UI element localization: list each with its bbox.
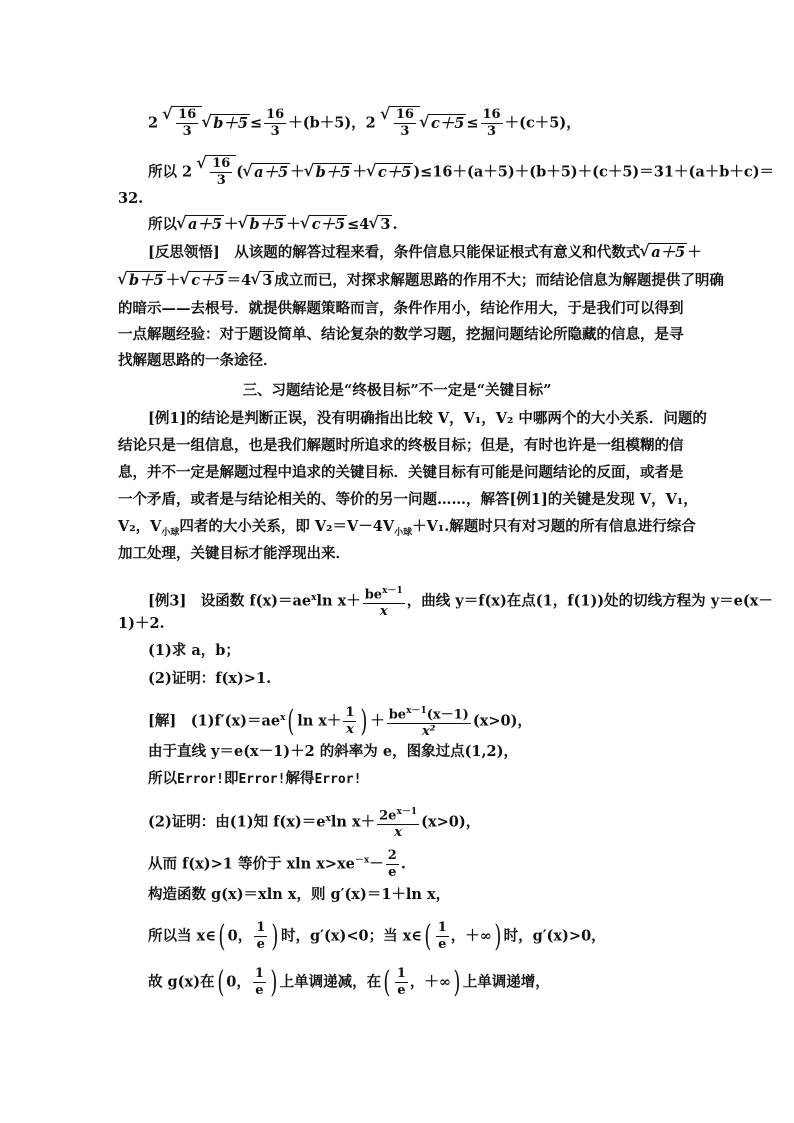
section-heading: 三、习题结论是“终极目标”不一定是“关键目标” xyxy=(242,382,552,399)
text: ＋(b＋5)，2 xyxy=(288,114,376,132)
text: )≤16＋(a＋5)＋(b＋5)＋(c＋5)＝31＋(a＋b＋c)＝ xyxy=(413,163,775,181)
denominator: 3 xyxy=(400,124,410,139)
paragraph-line: 息，并不一定是解题过程中追求的关键目标．关键目标有可能是问题结论的反面，或者是 xyxy=(118,464,684,481)
math-line-4 xyxy=(148,215,398,235)
superscript: x－1 xyxy=(382,586,403,596)
sqrt-expression xyxy=(202,114,250,134)
solution-line: 由于直线 y＝e(x－1)＋2 的斜率为 e，图象过点(1,2)， xyxy=(148,743,519,760)
sqrt-expression xyxy=(163,106,202,140)
paragraph-line: 结论只是一组信息，也是我们解题时所追求的终极目标；但是，有时也许是一组模糊的信 xyxy=(118,437,684,454)
radicand: b＋5 xyxy=(129,272,164,289)
subscript: 小球 xyxy=(161,527,180,538)
text: ，曲线 y＝f(x)在点(1，f(1))处的切线方程为 y＝e(x－ xyxy=(406,592,773,610)
error-text: Error! xyxy=(238,772,286,787)
sqrt-expression xyxy=(180,271,226,291)
text: ，＋∞ xyxy=(450,927,492,945)
text: ＝4 xyxy=(226,272,252,289)
denominator: x² xyxy=(422,724,436,740)
solution-line: [解] $(1)f'(x)=ae^x$( ln x＋ $\frac{1}{x}$ ) ＋ $\frac{be^{x-1}(x-1)}{\text{x²}}$ (x>0)， xyxy=(148,703,532,740)
solution-line: 构造函数 g(x)＝xln x，则 g′(x)＝1＋ln x， xyxy=(148,886,451,903)
text: 从而 f(x)>1 等价于 xln x>xe xyxy=(148,855,355,873)
numerator: 2e xyxy=(379,808,397,824)
numerator: √ 16 xyxy=(178,107,197,122)
paragraph-line xyxy=(148,243,702,263)
solution-line: 所以当 x∈( 0， $\frac{1}{e}$ ) 时，g′(x)<0；当 x∈( $\frac{1}{e}$ ，＋∞) 时，g′(x)>0， xyxy=(148,918,606,954)
denominator: e xyxy=(256,937,265,952)
text: (2)证明：由(1)知 f(x)＝e xyxy=(148,813,326,831)
radicand: a＋5 xyxy=(254,163,289,181)
text: ≤4 xyxy=(347,216,370,233)
superscript: －x xyxy=(354,855,370,866)
numerator: 1 xyxy=(345,705,355,721)
text: V₂，V xyxy=(118,518,162,535)
radicand: c＋5 xyxy=(377,163,412,181)
sqrt-expression xyxy=(381,106,420,140)
text: 上单调递减，在 xyxy=(279,973,382,991)
text: [反思领悟] 从该题的解答过程来看，条件信息只能保证根式有意义和代数式 xyxy=(148,244,641,261)
text: ＋ xyxy=(223,216,239,233)
denominator: x xyxy=(379,604,388,620)
text: ＋V₁.解题时只有对习题的所有信息进行综合 xyxy=(412,518,696,535)
sqrt-expression xyxy=(238,215,286,235)
question-part: (1)求 a，b； xyxy=(148,642,240,659)
numerator: 1 xyxy=(256,920,266,935)
sqrt-expression xyxy=(177,215,224,235)
text: 解得 xyxy=(285,770,315,787)
sqrt-expression xyxy=(301,215,347,235)
superscript: x－1 xyxy=(396,807,418,817)
numerator: 2 xyxy=(387,848,397,863)
text: ＋ xyxy=(370,712,385,730)
text: . xyxy=(392,216,398,233)
paragraph-line: 的暗示——去根号．就提供解题策略而言，条件作用小，结论作用大，于是我们可以得到 xyxy=(118,300,684,317)
numerator: (x－1) xyxy=(426,707,469,723)
sqrt-expression xyxy=(251,271,274,291)
error-text: Error! xyxy=(177,772,224,787)
text: 上单调递增， xyxy=(462,973,550,991)
sqrt-expression xyxy=(420,114,466,134)
numerator: 16 xyxy=(482,107,501,122)
text: ln x＋ xyxy=(316,592,361,610)
math-line-1 xyxy=(148,106,581,140)
text: 所以当 x∈ xyxy=(148,927,216,945)
text: ≤ xyxy=(249,114,263,132)
text: ln x＋ xyxy=(297,712,342,730)
math-line-2 xyxy=(148,155,774,189)
denominator: 3 xyxy=(216,173,226,188)
radicand: b＋5 xyxy=(213,114,248,132)
text: 0， xyxy=(226,973,251,991)
solution-line xyxy=(148,769,361,790)
superscript: x xyxy=(311,592,317,603)
text: [例3] 设函数 f(x)＝ae xyxy=(148,592,312,610)
radicand: c＋5 xyxy=(311,216,346,233)
question-part: (2)证明：f(x)>1. xyxy=(148,670,272,687)
text: ( xyxy=(236,163,244,181)
radicand: a＋5 xyxy=(651,244,686,261)
text: 时，g′(x)>0， xyxy=(503,927,606,945)
text: 时，g′(x)<0；当 x∈ xyxy=(281,927,423,945)
text: 所以 2 xyxy=(148,163,193,181)
denominator: x xyxy=(394,825,402,841)
paragraph-line: 加工处理，关键目标才能浮现出来． xyxy=(118,545,350,562)
paragraph-line: 一个矛盾，或者是与结论相关的、等价的另一问题……，解答[例1]的关键是发现 V，V₁， xyxy=(118,491,698,508)
sqrt-expression xyxy=(305,163,353,183)
denominator: e xyxy=(438,937,447,952)
superscript: x xyxy=(280,712,286,723)
error-text: Error! xyxy=(314,772,362,787)
solution-line xyxy=(148,848,406,881)
denominator: e xyxy=(255,983,264,998)
text: 32. xyxy=(118,190,144,207)
paragraph-line xyxy=(118,271,724,291)
text: 2 xyxy=(148,114,159,132)
sqrt-expression xyxy=(640,243,687,263)
radicand: b＋5 xyxy=(315,163,351,181)
numerator: be xyxy=(388,707,407,723)
text: (x>0)， xyxy=(472,712,532,730)
text: ln x＋ xyxy=(330,813,376,831)
sqrt-expression xyxy=(197,155,236,189)
numerator: √ 16 xyxy=(212,156,231,171)
text: 1)＋2. xyxy=(118,615,165,632)
text: ＋ xyxy=(290,163,305,181)
numerator: 1 xyxy=(396,966,406,981)
numerator: be xyxy=(364,587,383,603)
text: 成立而已，对探求解题思路的作用不大；而结论信息为解题提供了明确 xyxy=(274,272,724,289)
numerator: 16 xyxy=(266,107,285,122)
sqrt-expression xyxy=(118,271,166,291)
sqrt-expression xyxy=(369,215,392,235)
numerator: √ 16 xyxy=(395,107,414,122)
text: (x>0)， xyxy=(421,813,481,831)
text: 0， xyxy=(227,927,253,945)
text: 所以 xyxy=(148,770,177,787)
numerator: 1 xyxy=(254,966,264,981)
text: [解] (1)f′(x)＝ae xyxy=(148,712,281,730)
superscript: x－1 xyxy=(406,706,427,716)
radicand: a＋5 xyxy=(188,216,222,233)
denominator: x xyxy=(346,722,354,738)
denominator: e xyxy=(388,865,397,880)
sqrt-expression xyxy=(243,163,290,183)
text: ，＋∞ xyxy=(409,973,451,991)
solution-line xyxy=(148,804,480,841)
numerator: 1 xyxy=(437,920,447,935)
solution-line: 故 g(x)在( 0， $\frac{1}{e}$ ) 上单调递减，在( $\frac{1}{e}$ ，＋∞) 上单调递增， xyxy=(148,964,550,1000)
text: . xyxy=(400,855,406,873)
paragraph-line: 找解题思路的一条途径． xyxy=(118,352,278,369)
text: ＋ xyxy=(352,163,367,181)
subscript: 小球 xyxy=(394,527,413,538)
text: 即 xyxy=(223,770,239,787)
denominator: 3 xyxy=(487,124,497,139)
text: 四者的大小关系，即 V₂＝V－4V xyxy=(179,518,395,535)
radicand: b＋5 xyxy=(249,216,285,233)
example-statement xyxy=(148,583,773,620)
text: ＋ xyxy=(286,216,301,233)
sqrt-expression xyxy=(367,163,413,183)
denominator: 3 xyxy=(270,124,280,139)
text: － xyxy=(369,855,384,873)
paragraph-line: 一点解题经验：对于题设简单、结论复杂的数学习题，挖掘问题结论所隐藏的信息，是寻 xyxy=(118,326,684,343)
paragraph-line xyxy=(118,517,696,543)
text: 故 g(x)在 xyxy=(148,973,215,991)
text: ≤ xyxy=(466,114,479,132)
text: ＋ xyxy=(687,244,702,261)
text: ＋(c＋5)， xyxy=(504,114,581,132)
denominator: 3 xyxy=(182,124,192,139)
radicand: c＋5 xyxy=(430,114,465,132)
superscript: x xyxy=(325,813,331,824)
paragraph-line: [例1]的结论是判断正误，没有明确指出比较 V，V₁，V₂ 中哪两个的大小关系．问题的 xyxy=(148,410,707,427)
text: 所以 xyxy=(148,216,177,233)
denominator: e xyxy=(397,983,406,998)
radicand: 3 xyxy=(380,216,391,233)
radicand: c＋5 xyxy=(191,272,225,289)
radicand: 3 xyxy=(262,272,273,289)
text: ＋ xyxy=(165,272,181,289)
